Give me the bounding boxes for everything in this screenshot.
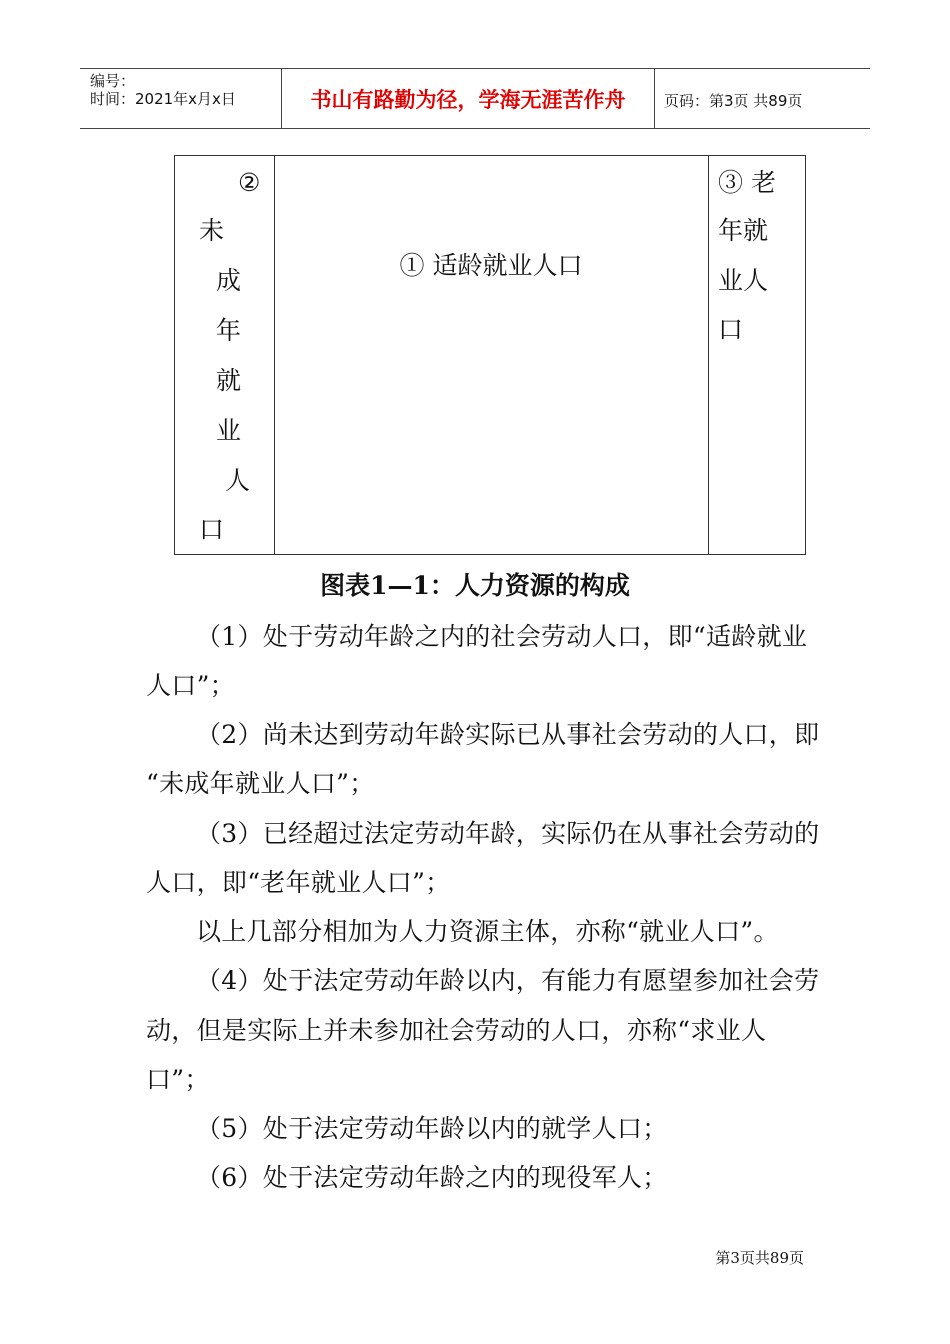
- body-line: （4）处于法定劳动年龄以内，有能力有愿望参加社会劳: [196, 966, 820, 995]
- body-line: 人口”；: [146, 671, 235, 700]
- header-time-label: 时间：2021年x月x日: [90, 90, 236, 108]
- header-page-code: 页码：第3页 共89页: [664, 92, 803, 110]
- figure-caption: 图表1—1：人力资源的构成: [320, 571, 630, 600]
- left-col-char: 人: [225, 466, 251, 495]
- diagram-right-column: [708, 155, 806, 555]
- left-col-char: 就: [216, 366, 242, 395]
- left-col-char: ②: [238, 168, 261, 197]
- body-line: （2）尚未达到劳动年龄实际已从事社会劳动的人口，即: [196, 720, 820, 749]
- body-line: （6）处于法定劳动年龄之内的现役军人；: [196, 1163, 668, 1192]
- header-top-rule: [80, 68, 870, 69]
- left-col-char: 未: [199, 216, 225, 245]
- body-line: 人口，即“老年就业人口”；: [146, 868, 451, 897]
- header-divider-2: [654, 68, 655, 129]
- left-col-char: 成: [216, 266, 242, 295]
- center-label: ① 适龄就业人口: [399, 251, 583, 280]
- page-footer: 第3页共89页: [715, 1249, 804, 1267]
- body-line: （3）已经超过法定劳动年龄，实际仍在从事社会劳动的: [196, 819, 820, 848]
- header-number-label: 编号：: [90, 72, 136, 90]
- header-bottom-rule: [80, 128, 870, 129]
- right-col-line: 年就: [718, 216, 769, 245]
- right-col-line: 口: [718, 315, 744, 344]
- body-line: “未成年就业人口”；: [146, 769, 375, 798]
- header-motto: 书山有路勤为径，学海无涯苦作舟: [310, 88, 626, 112]
- body-line: 口”；: [146, 1065, 210, 1094]
- body-line: （5）处于法定劳动年龄以内的就学人口；: [196, 1114, 668, 1143]
- body-line: 动，但是实际上并未参加社会劳动的人口，亦称“求业人: [146, 1016, 767, 1045]
- left-col-char: 业: [216, 416, 242, 445]
- body-line: （1）处于劳动年龄之内的社会劳动人口，即“适龄就业: [196, 622, 808, 651]
- right-col-line: ③ 老: [718, 168, 776, 197]
- left-col-char: 口: [199, 515, 225, 544]
- right-col-line: 业人: [718, 266, 769, 295]
- diagram-left-column: [174, 155, 275, 555]
- left-col-char: 年: [216, 316, 242, 345]
- body-line: 以上几部分相加为人力资源主体，亦称“就业人口”。: [196, 917, 779, 946]
